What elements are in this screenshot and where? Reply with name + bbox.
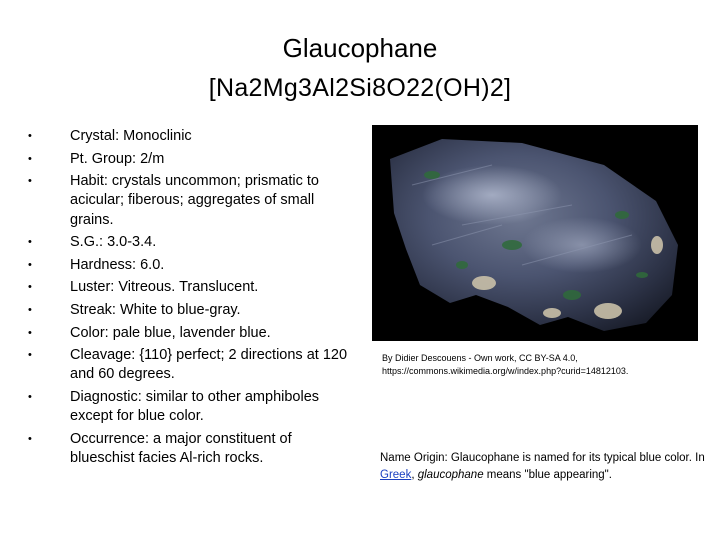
list-item — [28, 346, 348, 384]
mineral-photo — [372, 125, 698, 341]
list-item — [28, 127, 348, 146]
list-item — [28, 256, 348, 275]
list-item — [28, 278, 348, 297]
bullet-text: Streak: White to blue-gray. — [70, 301, 241, 318]
list-item — [28, 150, 348, 169]
bullet-icon: • — [28, 152, 32, 165]
list-item — [28, 172, 348, 230]
bullet-icon: • — [28, 303, 32, 316]
list-item — [28, 388, 348, 426]
name-origin-italic: glaucophane — [417, 469, 484, 481]
bullet-icon: • — [28, 258, 32, 271]
name-origin-text-end: means "blue appearing". — [483, 469, 612, 481]
list-item — [28, 430, 348, 468]
bullet-text: Hardness: 6.0. — [70, 256, 165, 273]
bullet-text: Habit: crystals uncommon; prismatic to acicular; fiberous; aggregates of small grains. — [70, 173, 319, 228]
bullet-text: S.G.: 3.0-3.4. — [70, 234, 157, 251]
glaucophane-specimen-image — [372, 125, 698, 341]
list-item — [28, 301, 348, 320]
bullet-icon: • — [28, 326, 32, 339]
bullet-icon: • — [28, 236, 32, 249]
bullet-text: Occurrence: a major constituent of blueschist facies Al-rich rocks. — [70, 430, 292, 466]
greek-link[interactable]: Greek — [380, 469, 412, 481]
bullet-icon: • — [28, 130, 32, 142]
properties-list — [28, 127, 348, 472]
chemical-formula: [Na2Mg3Al2Si8O22(OH)2] — [208, 74, 512, 102]
list-item — [28, 324, 348, 343]
bullet-icon: • — [28, 432, 32, 445]
bullet-icon: • — [28, 175, 32, 188]
bullet-text: Crystal: Monoclinic — [70, 128, 192, 144]
bullet-text: Color: pale blue, lavender blue. — [70, 324, 271, 341]
bullet-icon: • — [28, 281, 32, 294]
bullet-text: Luster: Vitreous. Translucent. — [70, 279, 259, 296]
slide-title: Glaucophane — [282, 33, 438, 63]
bullet-text: Cleavage: {110} perfect; 2 directions at 120 and 60 degrees. — [70, 347, 348, 383]
bullet-text: Pt. Group: 2/m — [70, 150, 165, 167]
list-item — [28, 233, 348, 252]
bullet-icon: • — [28, 390, 32, 403]
bullet-icon: • — [28, 349, 32, 362]
photo-credit: By Didier Descouens - Own work, CC BY-SA 4.0, https://commons.wikimedia.org/w/index.php?curid=14812103. — [382, 353, 629, 376]
name-origin-text: Name Origin: Glaucophane is named for its typical blue color. In — [380, 452, 705, 464]
name-origin — [380, 450, 710, 484]
bullet-text: Diagnostic: similar to other amphiboles except for blue color. — [70, 388, 320, 425]
name-origin-text-middle: , — [411, 469, 418, 481]
